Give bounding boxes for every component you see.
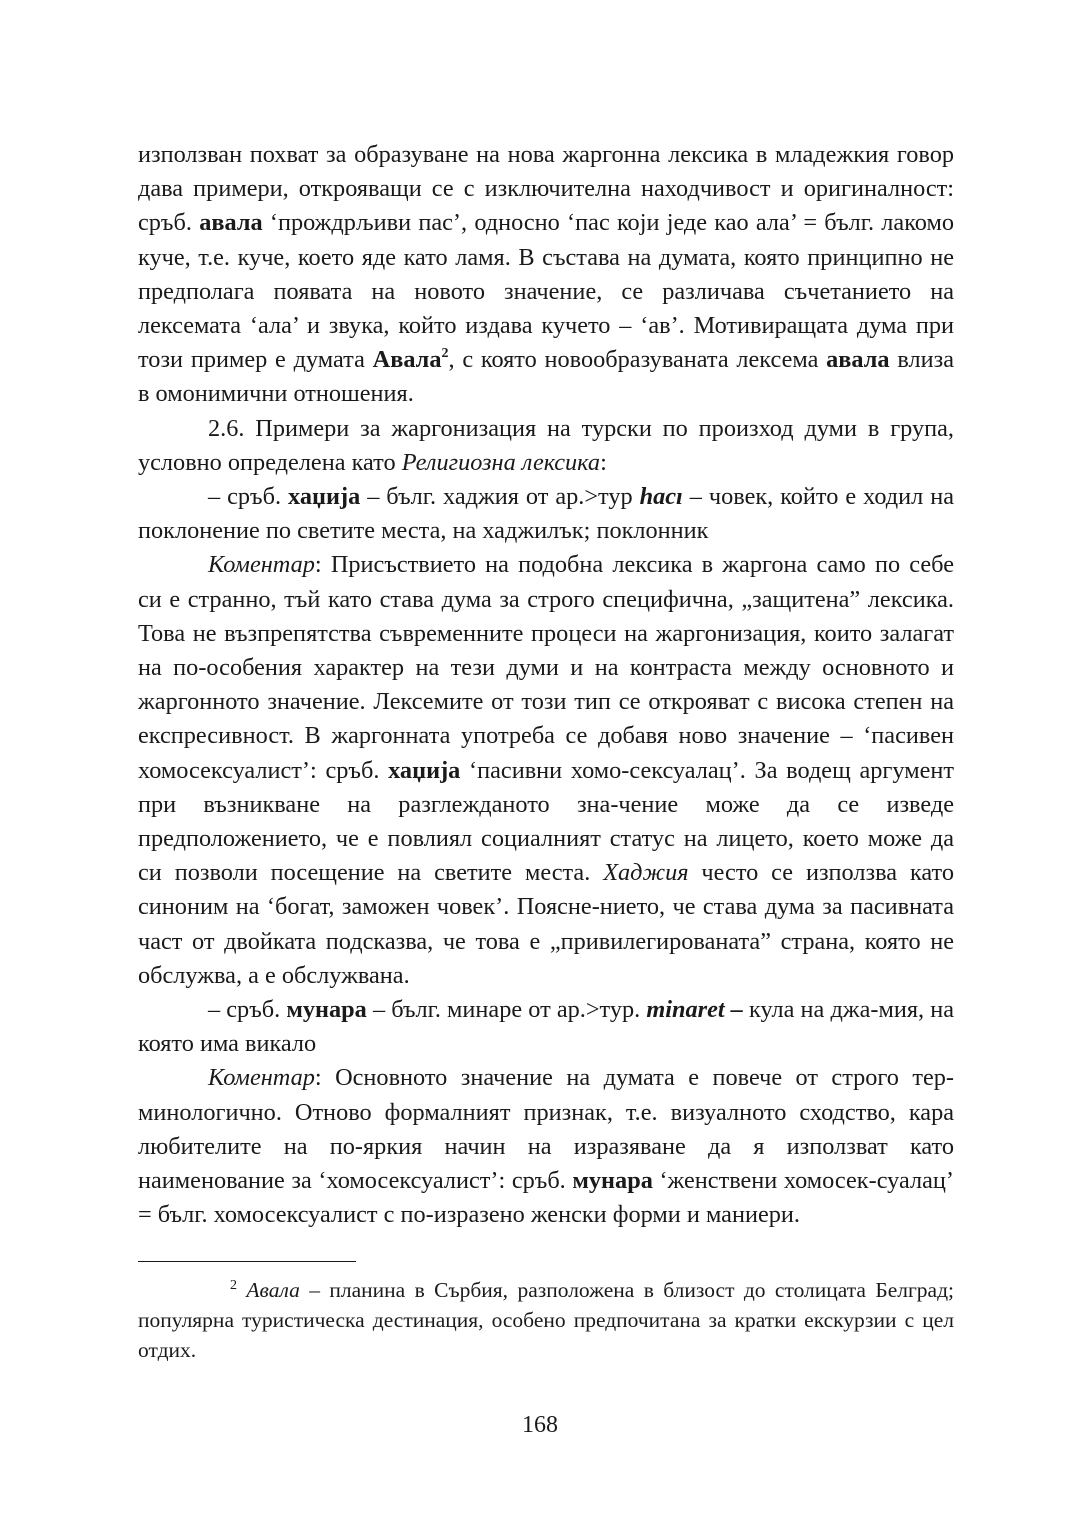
term-hadzija-2: хаџија [388,756,461,784]
etymon-haci: hacı [639,483,683,511]
term-munara: мунара [286,996,367,1024]
paragraph-5: – сръб. мунара – бълг. минаре от ар.>тур. minaret – кула на джа-мия, на която има викало [138,996,954,1058]
term-avala-2: авала [826,346,890,374]
paragraph-6: Коментар: Основното значение на думата е повече от строго тер-минологично. Отново формалният признак, т.е. визуалното сходство, кара любителите на по-яркия начин на изразяване да я използват като наименование за ‘хомосексуалист’: сръб. мунара ‘женствени хомосек-суалац’ = бълг. хомосексуалист с по-изразено женски форми и маниери. [138,1064,954,1229]
term-munara-2: мунара [572,1167,653,1195]
paragraph-2: 2.6. Примери за жаргонизация на турски по произход думи в група, условно определена като Религиозна лексика: [138,414,954,476]
etymon-minaret: minaret – [646,996,743,1024]
paragraph-1: използван похват за образуване на нова жаргонна лексика в младежкия говор дава примери, открояващи се с изключителна находчивост и оригиналност: сръб. авала ‘прождрљиви пас’, односно ‘пас који једе као ала’ = бълг. лакомо куче, т.е. куче, което яде като ламя. В състава на думата, която принципно не предполага появата на новото значение, се различава съчетанието на лексемата ‘ала’ и звука, който издава кучето – ‘ав’. Мотивиращата дума при този пример е думата Авала$^2$, с която новообразуваната лексема авала влиза в омонимични отношения. [138,141,954,408]
commentary-label-2: Коментар [208,1064,315,1092]
commentary-label: Коментар [208,551,315,579]
footnote [138,1271,954,1365]
footnote-divider [138,1261,356,1262]
term-hadzhiya: Хаджия [603,859,689,887]
footnote-mark: 2 [230,1278,237,1293]
footnote-term: Авала [246,1278,300,1302]
term-hadzija: хаџија [288,483,361,511]
paragraph-4: Коментар: Присъствието на подобна лексика в жаргона само по себе си е странно, тъй като става дума за строго специфична, „защитена” лексика. Това не възпрепятства съвременните процеси на жаргонизация, които залагат на по-особения характер на тези думи и на контраста между основното и жаргонното значение. Лексемите от този тип се открояват с висока степен на експресивност. В жаргонната употреба се добавя ново значение – ‘пасивен хомосексуалист’: сръб. хаџија ‘пасивни хомо-сексуалац’. За водещ аргумент при възникване на разглежданото зна-чение може да се изведе предположението, че е повлиял социалният статус на лицето, което може да си позволи посещение на светите места. Хаджия често се използва като синоним на ‘богат, заможен човек’. Поясне-нието, че става дума за пасивната част от двойката подсказва, че това е „привилегированата” страна, която не обслужва, а е обслужвана. [138,551,955,989]
footnote-text: – планина в Сърбия, разположена в близост до столицата Белград; популярна туристическа дестинация, особено предпочитана за кратки екскурзии с цел отдих. [138,1278,955,1362]
page-number: 168 [522,1412,558,1438]
footnote-reference[interactable]: 2 [441,346,449,362]
term-avala: авала [199,209,263,237]
term-avala-mountain: Авала [372,346,442,374]
paragraph-3: – сръб. хаџија – бълг. хаджия от ар.>тур hacı – човек, който е ходил на поклонение по светите места, на хаджилък; поклонник [138,483,955,545]
main-text [138,138,954,1233]
section-category: Религиозна лексика [401,448,601,476]
